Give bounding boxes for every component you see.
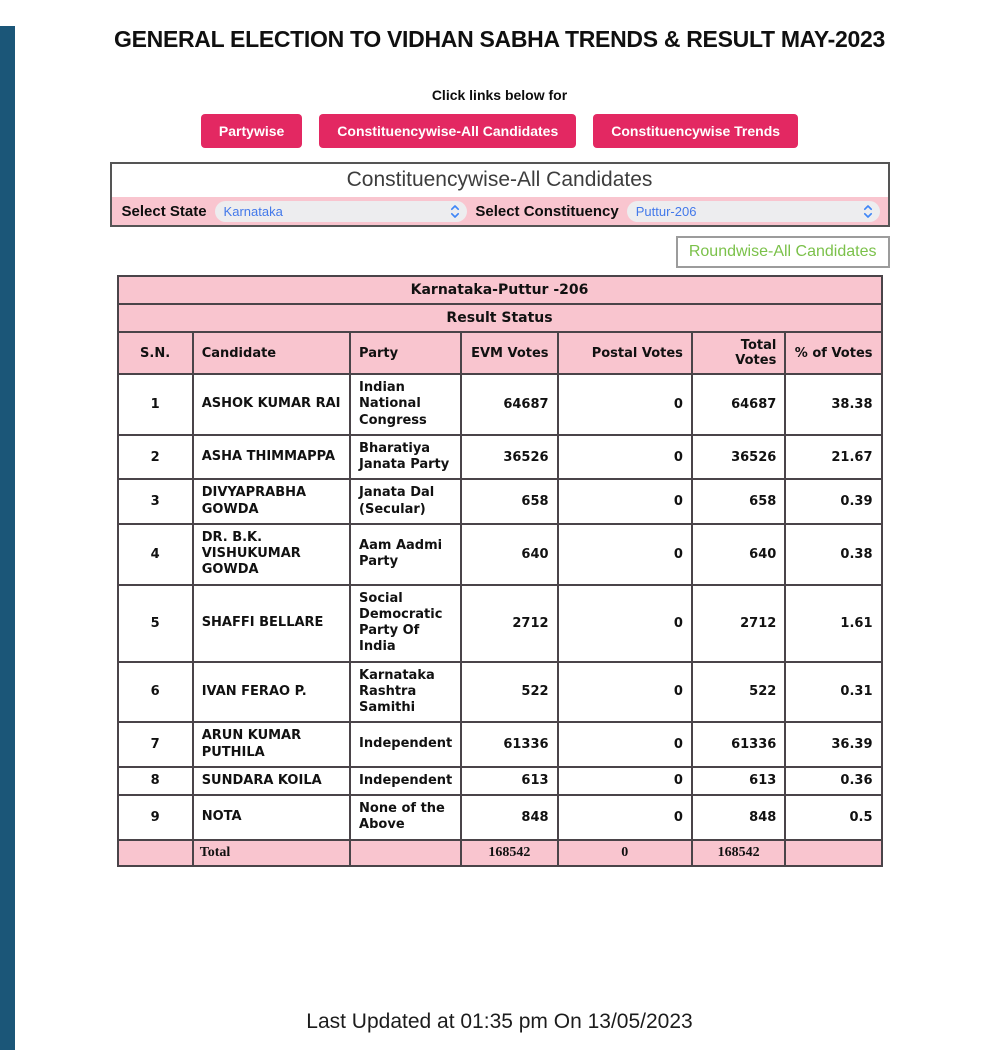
select-constituency-label: Select Constituency	[475, 202, 619, 220]
left-accent-bar	[0, 26, 15, 1050]
cell-postal-votes: 0	[558, 479, 692, 524]
cell-sn: 3	[118, 479, 193, 524]
cell-pct-votes: 1.61	[785, 585, 881, 662]
col-header-total-votes: Total Votes	[692, 332, 785, 374]
cell-party: Independent	[350, 722, 461, 767]
cell-evm-votes: 36526	[461, 435, 557, 480]
cell-sn: 9	[118, 795, 193, 840]
result-status-label: Result Status	[118, 304, 882, 332]
cell-evm-votes: 522	[461, 662, 557, 723]
cell-pct-votes: 0.39	[785, 479, 881, 524]
table-row	[118, 479, 882, 524]
table-subtitle-row	[118, 304, 882, 332]
total-total-votes: 168542	[692, 840, 785, 866]
col-header-evm-votes: EVM Votes	[461, 332, 557, 374]
constituency-select[interactable]	[627, 201, 880, 222]
page-content	[15, 26, 984, 867]
cell-pct-votes: 0.36	[785, 767, 881, 795]
table-title-row	[118, 276, 882, 304]
results-table	[117, 275, 883, 867]
cell-sn: 5	[118, 585, 193, 662]
cell-party: Bharatiya Janata Party	[350, 435, 461, 480]
cell-evm-votes: 848	[461, 795, 557, 840]
col-header-candidate: Candidate	[193, 332, 350, 374]
cell-postal-votes: 0	[558, 662, 692, 723]
cell-pct-votes: 38.38	[785, 374, 881, 435]
col-header-party: Party	[350, 332, 461, 374]
total-postal-votes: 0	[558, 840, 692, 866]
cell-sn: 1	[118, 374, 193, 435]
roundwise-all-candidates-button[interactable]: Roundwise-All Candidates	[676, 236, 890, 268]
table-row	[118, 795, 882, 840]
select-row	[112, 197, 888, 225]
cell-party: Social Democratic Party Of India	[350, 585, 461, 662]
roundwise-button-row	[110, 236, 890, 268]
col-header-postal-votes: Postal Votes	[558, 332, 692, 374]
total-sn-empty	[118, 840, 193, 866]
chevron-up-down-icon	[450, 204, 460, 219]
cell-party: Indian National Congress	[350, 374, 461, 435]
cell-party: Karnataka Rashtra Samithi	[350, 662, 461, 723]
partywise-button[interactable]: Partywise	[201, 114, 302, 148]
table-row	[118, 662, 882, 723]
cell-sn: 2	[118, 435, 193, 480]
cell-total-votes: 36526	[692, 435, 785, 480]
cell-sn: 6	[118, 662, 193, 723]
cell-evm-votes: 61336	[461, 722, 557, 767]
constituency-select-value: Puttur-206	[635, 203, 697, 219]
table-row	[118, 374, 882, 435]
cell-postal-votes: 0	[558, 585, 692, 662]
table-row	[118, 767, 882, 795]
cell-sn: 4	[118, 524, 193, 585]
select-state-label: Select State	[121, 202, 207, 220]
col-header-sn: S.N.	[118, 332, 193, 374]
cell-postal-votes: 0	[558, 722, 692, 767]
candidates-tbody	[118, 374, 882, 840]
cell-evm-votes: 640	[461, 524, 557, 585]
cell-evm-votes: 613	[461, 767, 557, 795]
cell-candidate: SUNDARA KOILA	[193, 767, 350, 795]
cell-postal-votes: 0	[558, 524, 692, 585]
cell-total-votes: 848	[692, 795, 785, 840]
table-title: Karnataka-Puttur -206	[118, 276, 882, 304]
cell-total-votes: 64687	[692, 374, 785, 435]
cell-pct-votes: 36.39	[785, 722, 881, 767]
cell-pct-votes: 0.5	[785, 795, 881, 840]
last-updated-text: Last Updated at 01:35 pm On 13/05/2023	[306, 1010, 693, 1033]
cell-total-votes: 658	[692, 479, 785, 524]
cell-evm-votes: 2712	[461, 585, 557, 662]
cell-postal-votes: 0	[558, 795, 692, 840]
nav-buttons	[15, 114, 984, 148]
cell-candidate: DIVYAPRABHA GOWDA	[193, 479, 350, 524]
cell-total-votes: 61336	[692, 722, 785, 767]
cell-party: Janata Dal (Secular)	[350, 479, 461, 524]
cell-pct-votes: 0.38	[785, 524, 881, 585]
total-row	[118, 840, 882, 866]
constituency-filter-box	[110, 162, 890, 227]
cell-candidate: IVAN FERAO P.	[193, 662, 350, 723]
cell-sn: 7	[118, 722, 193, 767]
cell-candidate: SHAFFI BELLARE	[193, 585, 350, 662]
cell-postal-votes: 0	[558, 374, 692, 435]
cell-candidate: ARUN KUMAR PUTHILA	[193, 722, 350, 767]
constituencywise-trends-button[interactable]: Constituencywise Trends	[593, 114, 798, 148]
total-pct-empty	[785, 840, 881, 866]
page-title: GENERAL ELECTION TO VIDHAN SABHA TRENDS & RESULT MAY-2023	[114, 26, 885, 52]
click-links-label: Click links below for	[431, 87, 568, 103]
cell-pct-votes: 0.31	[785, 662, 881, 723]
filter-box-heading: Constituencywise-All Candidates	[346, 168, 653, 191]
chevron-up-down-icon	[863, 204, 873, 219]
cell-candidate: DR. B.K. VISHUKUMAR GOWDA	[193, 524, 350, 585]
cell-evm-votes: 658	[461, 479, 557, 524]
cell-party: Independent	[350, 767, 461, 795]
cell-pct-votes: 21.67	[785, 435, 881, 480]
table-row	[118, 585, 882, 662]
cell-evm-votes: 64687	[461, 374, 557, 435]
col-header-pct-votes: % of Votes	[785, 332, 881, 374]
column-header-row	[118, 332, 882, 374]
state-select-value: Karnataka	[223, 203, 283, 219]
constituencywise-all-candidates-button[interactable]: Constituencywise-All Candidates	[319, 114, 576, 148]
cell-total-votes: 640	[692, 524, 785, 585]
total-label: Total	[193, 840, 350, 866]
cell-party: Aam Aadmi Party	[350, 524, 461, 585]
cell-postal-votes: 0	[558, 767, 692, 795]
total-evm-votes: 168542	[461, 840, 557, 866]
table-row	[118, 435, 882, 480]
cell-party: None of the Above	[350, 795, 461, 840]
cell-total-votes: 2712	[692, 585, 785, 662]
cell-total-votes: 522	[692, 662, 785, 723]
cell-candidate: ASHA THIMMAPPA	[193, 435, 350, 480]
state-select[interactable]	[215, 201, 468, 222]
total-party-empty	[350, 840, 461, 866]
cell-candidate: ASHOK KUMAR RAI	[193, 374, 350, 435]
cell-postal-votes: 0	[558, 435, 692, 480]
table-row	[118, 722, 882, 767]
cell-candidate: NOTA	[193, 795, 350, 840]
cell-total-votes: 613	[692, 767, 785, 795]
table-row	[118, 524, 882, 585]
cell-sn: 8	[118, 767, 193, 795]
